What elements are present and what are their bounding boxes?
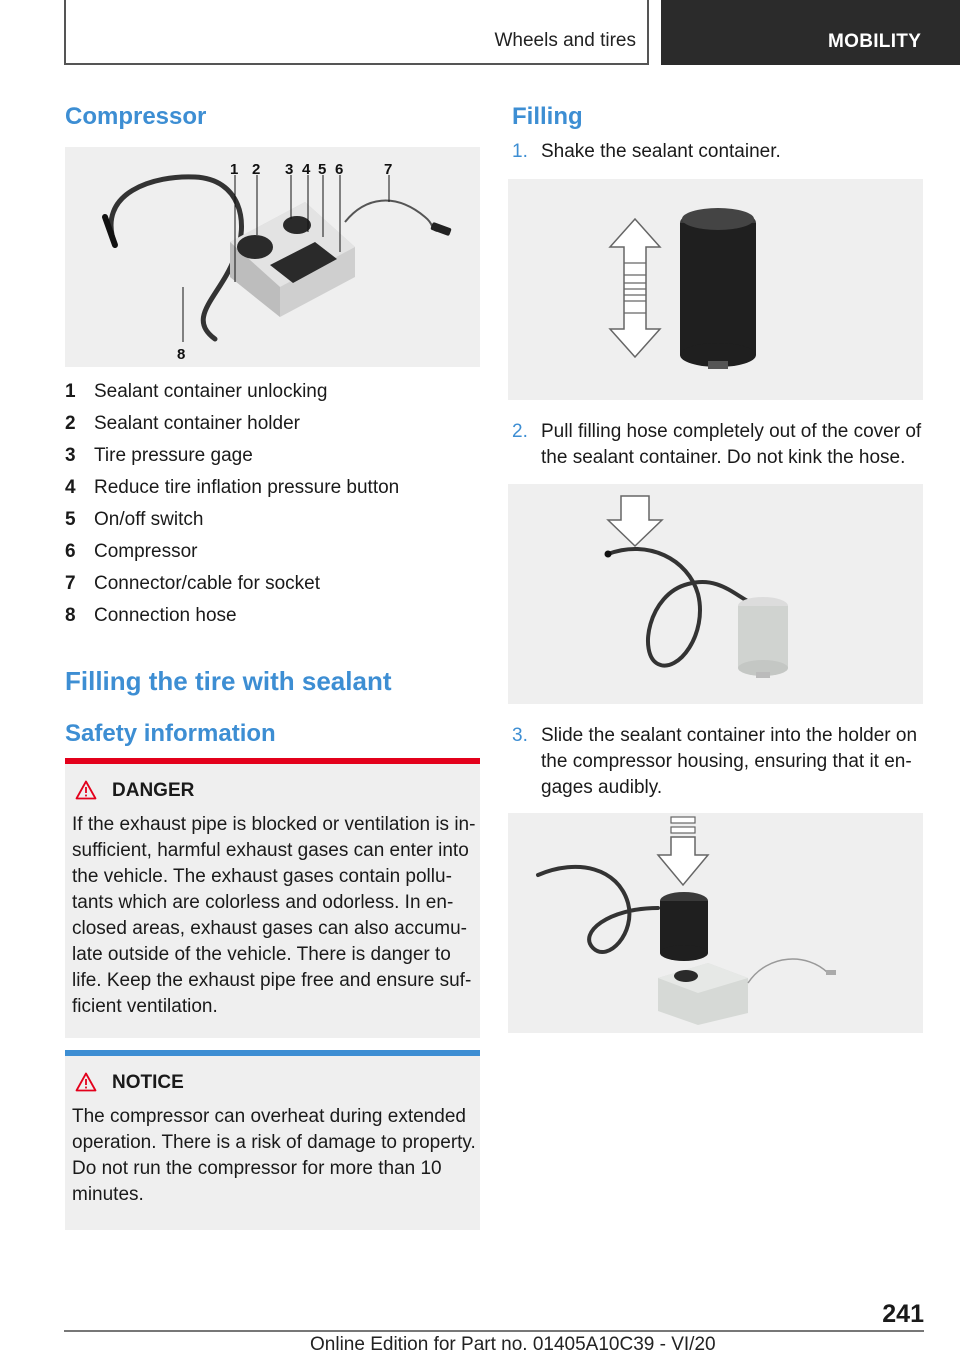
callout-7: 7 <box>384 161 393 178</box>
step-number: 2. <box>512 421 528 442</box>
legend-number: 6 <box>65 541 76 562</box>
filling-tire-heading: Filling the tire with sealant <box>65 666 392 696</box>
legend-text: Sealant container unlocking <box>94 381 328 402</box>
notice-text: The compressor can overheat during extended operation. There is a risk of damage to property. Do not run the compressor for more than 10 minutes. <box>72 1106 476 1205</box>
notice-bar <box>65 1050 480 1056</box>
legend-text: Reduce tire inflation pressure button <box>94 477 400 498</box>
insert-container-illustration <box>508 813 923 1033</box>
callout-4: 4 <box>302 161 311 178</box>
legend-item <box>65 442 480 474</box>
danger-box <box>65 758 480 1038</box>
step-text: Slide the sealant container into the holder on the compressor housing, ensuring that it engages audibly. <box>541 725 918 798</box>
legend-text: Compressor <box>94 541 198 562</box>
compressor-legend <box>65 378 480 634</box>
warning-triangle-icon <box>75 780 97 800</box>
compressor-illustration <box>65 147 480 367</box>
shake-illustration <box>508 179 923 400</box>
insert-container-figure <box>508 813 923 1033</box>
compressor-figure <box>65 147 480 367</box>
legend-text: Connection hose <box>94 605 237 626</box>
step-1 <box>512 139 932 165</box>
notice-box <box>65 1050 480 1230</box>
legend-number: 3 <box>65 445 76 466</box>
legend-number: 2 <box>65 413 76 434</box>
step-2 <box>512 419 932 471</box>
notice-title: NOTICE <box>112 1072 184 1093</box>
step-number: 1. <box>512 141 528 162</box>
legend-item <box>65 506 480 538</box>
danger-text: If the exhaust pipe is blocked or ventilation is insufficient, harmful exhaust gases can enter into the vehicle. The exhaust gases contain pollutants which are colorless and odorless. In enclosed areas, exhaust gases can also accumulate outside of the vehicle. There is danger to life. Keep the exhaust pipe free and ensure sufficient ventilation. <box>72 814 476 1017</box>
legend-number: 7 <box>65 573 76 594</box>
legend-number: 4 <box>65 477 76 498</box>
header-chapter-label: MOBILITY <box>828 31 922 52</box>
callout-3: 3 <box>285 161 294 178</box>
danger-title: DANGER <box>112 780 195 801</box>
warning-triangle-icon <box>75 1072 97 1092</box>
footer-edition: Online Edition for Part no. 01405A10C39 - VI/20 <box>310 1334 716 1355</box>
callout-2: 2 <box>252 161 261 178</box>
legend-item <box>65 474 480 506</box>
callout-1: 1 <box>230 161 239 178</box>
legend-text: On/off switch <box>94 509 204 530</box>
legend-item <box>65 410 480 442</box>
safety-information-heading: Safety information <box>65 720 276 747</box>
callout-6: 6 <box>335 161 344 178</box>
header-section-title: Wheels and tires <box>494 30 636 51</box>
page-number: 241 <box>882 1300 924 1328</box>
shake-container-figure <box>508 179 923 400</box>
legend-item <box>65 538 480 570</box>
callout-5: 5 <box>318 161 327 178</box>
legend-item <box>65 378 480 410</box>
compressor-heading: Compressor <box>65 103 207 130</box>
callout-8: 8 <box>177 346 186 363</box>
step-number: 3. <box>512 725 528 746</box>
pull-hose-illustration <box>508 484 923 704</box>
legend-text: Sealant container holder <box>94 413 300 434</box>
legend-number: 8 <box>65 605 76 626</box>
step-3 <box>512 723 932 801</box>
legend-number: 1 <box>65 381 76 402</box>
legend-number: 5 <box>65 509 76 530</box>
danger-bar <box>65 758 480 764</box>
legend-text: Connector/cable for socket <box>94 573 321 594</box>
footer-rule <box>64 1330 924 1332</box>
pull-hose-figure <box>508 484 923 704</box>
filling-heading: Filling <box>512 103 583 130</box>
legend-text: Tire pressure gage <box>94 445 253 466</box>
header-chapter-tab <box>661 0 960 65</box>
legend-item <box>65 570 480 602</box>
legend-item <box>65 602 480 634</box>
step-text: Shake the sealant container. <box>541 141 781 162</box>
step-text: Pull filling hose completely out of the cover of the sealant container. Do not kink the hose. <box>541 421 922 468</box>
